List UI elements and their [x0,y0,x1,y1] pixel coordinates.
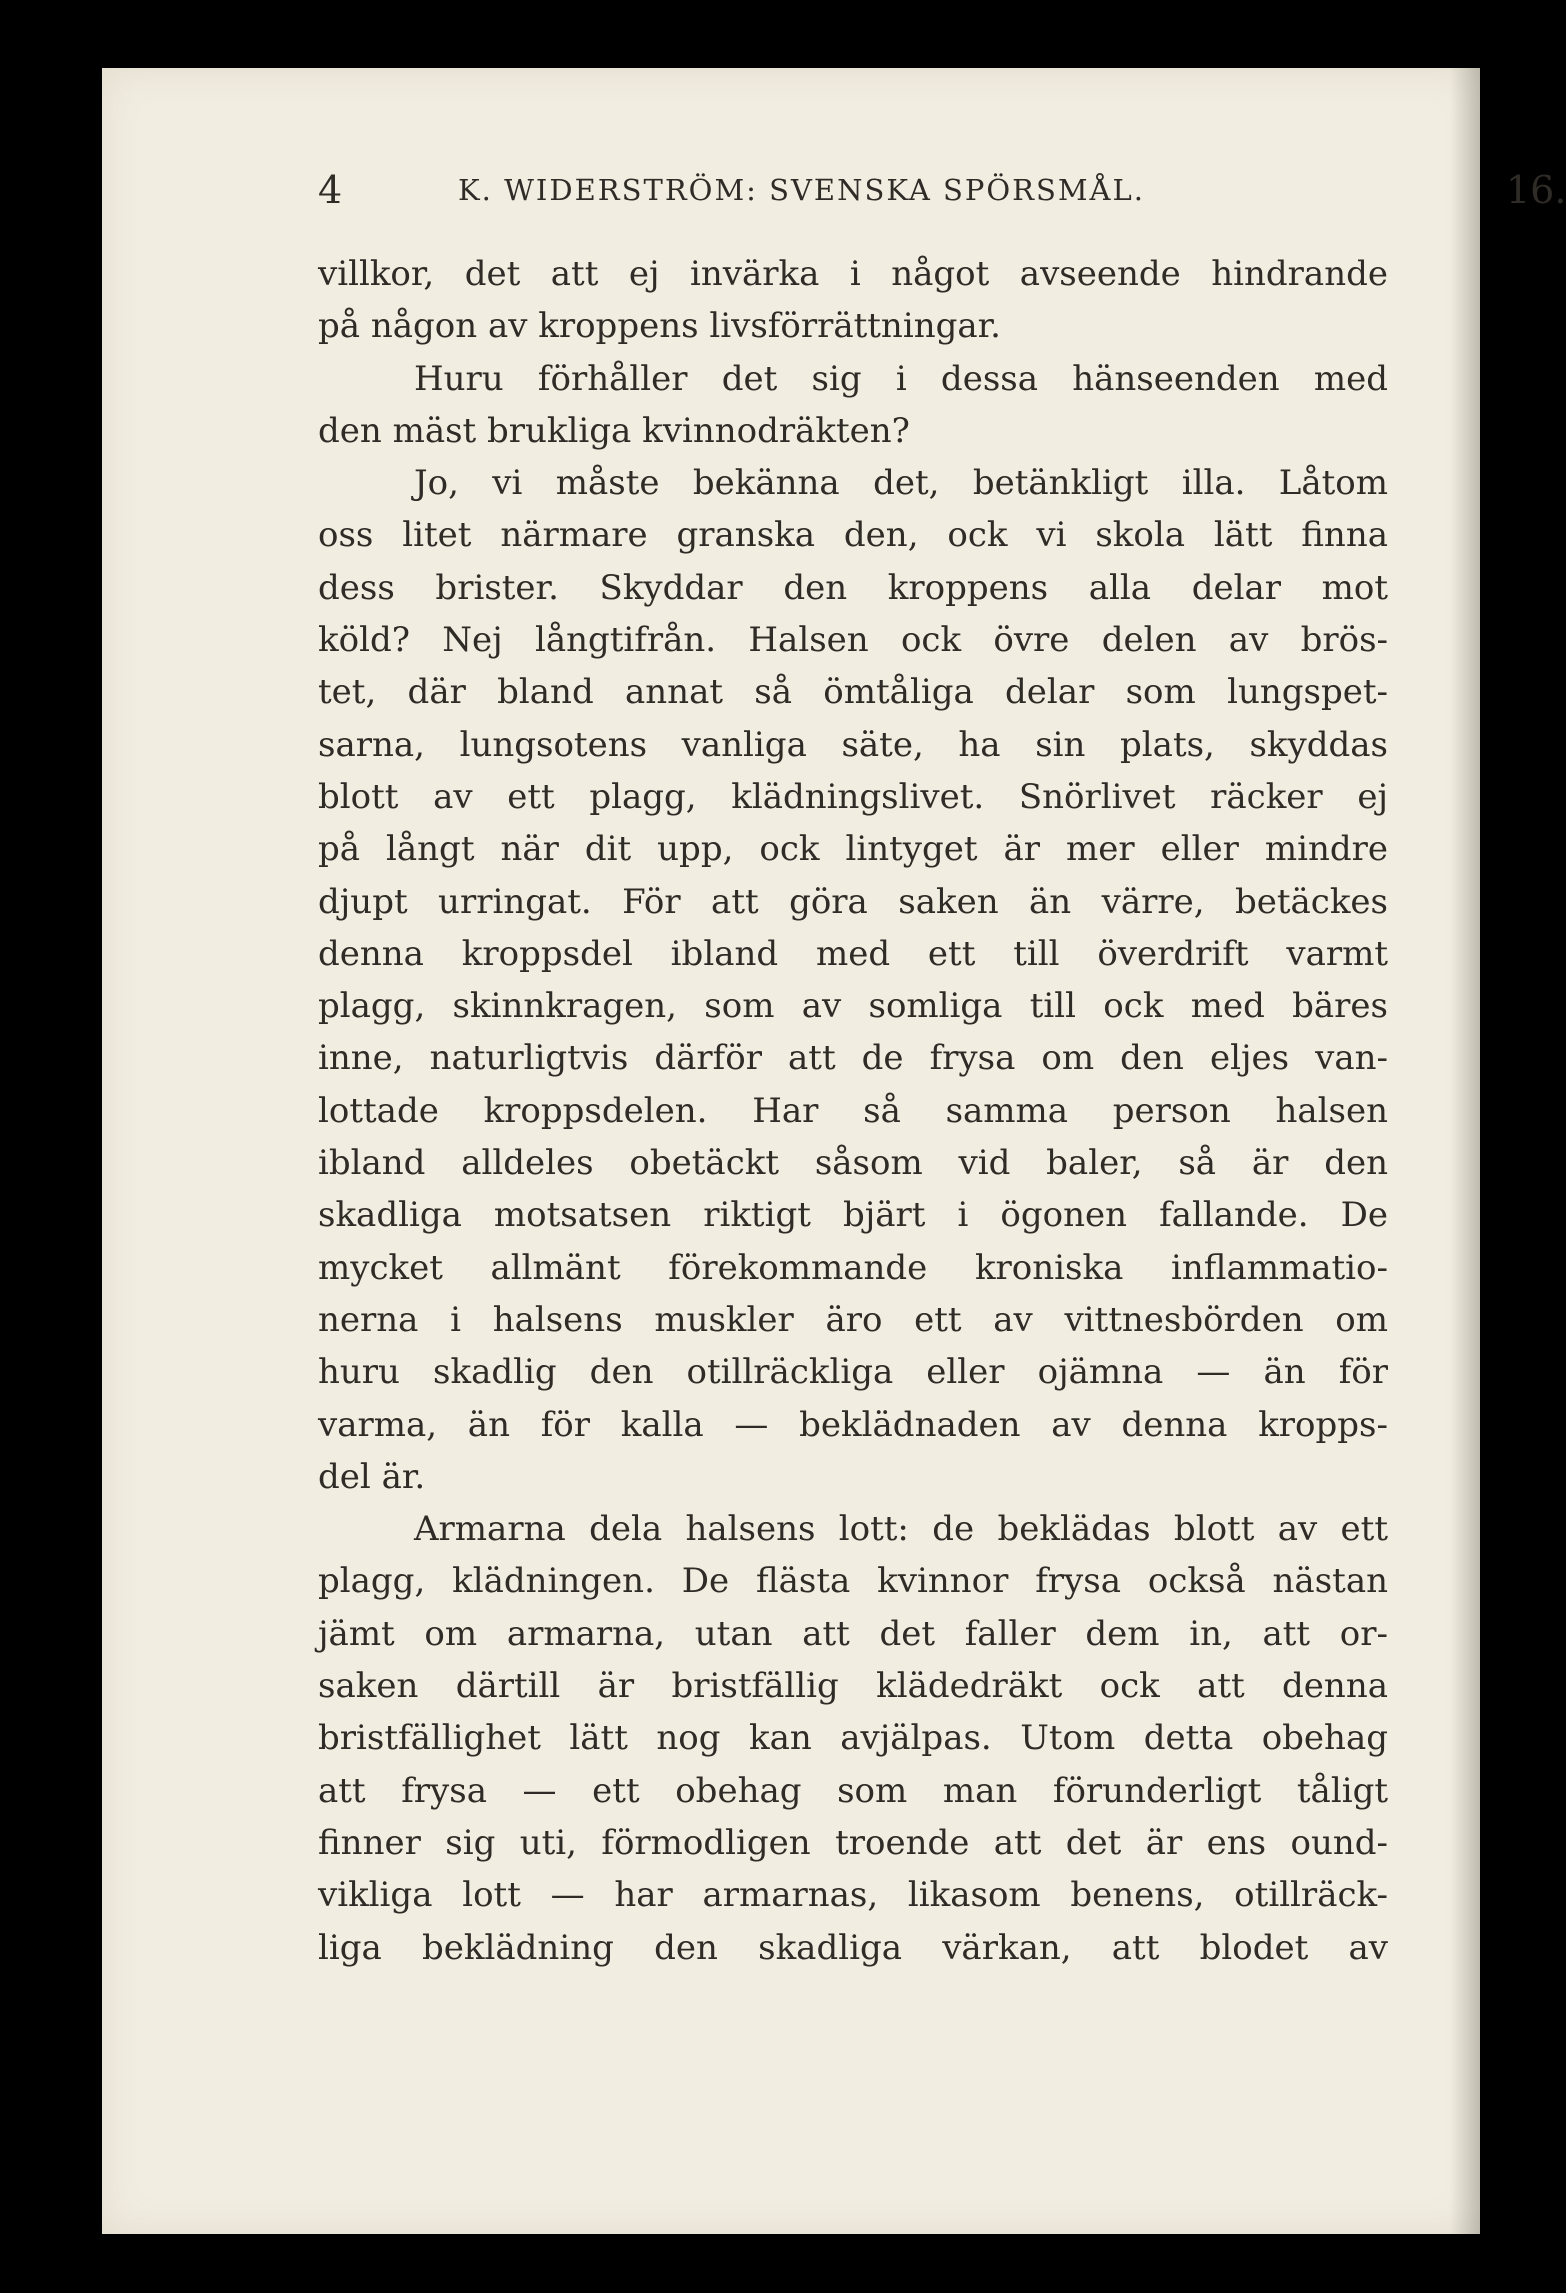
page-header [318,160,1566,220]
text-line: vikliga lott — har armarnas, likasom benens, otillräck- [318,1875,1388,1916]
text-line: sarna, lungsotens vanliga säte, ha sin plats, skyddas [318,724,1388,765]
text-line: blott av ett plagg, klädningslivet. Snörlivet räcker ej [318,776,1388,817]
text-line: liga beklädning den skadliga värkan, att blodet av [318,1927,1388,1968]
page-number: 4 [318,168,343,212]
text-line: Huru förhåller det sig i dessa hänseenden med [414,358,1388,399]
text-line: djupt urringat. För att göra saken än värre, betäckes [318,881,1388,922]
text-line: ibland alldeles obetäckt såsom vid baler, så är den [318,1143,1388,1184]
text-line: denna kroppsdel ibland med ett till överdrift varmt [318,933,1388,974]
text-line: mycket allmänt förekommande kroniska inflammatio- [318,1247,1388,1288]
text-line: oss litet närmare granska den, ock vi skola lätt finna [318,515,1388,556]
text-line: köld? Nej långtifrån. Halsen ock övre delen av brös- [318,620,1388,661]
text-line: dess brister. Skyddar den kroppens alla delar mot [318,567,1388,608]
paragraph-3 [318,457,1388,1503]
text-line: att frysa — ett obehag som man förunderligt tåligt [318,1770,1388,1811]
text-line: skadliga motsatsen riktigt bjärt i ögonen fallande. De [318,1195,1388,1236]
text-line: bristfällighet lätt nog kan avjälpas. Utom detta obehag [318,1718,1388,1759]
text-line: huru skadlig den otillräckliga eller ojämna — än för [318,1352,1388,1393]
paragraph-2 [318,353,1388,458]
text-line: på någon av kroppens livsförrättningar. [318,306,1001,347]
paragraph-4 [318,1503,1388,1974]
issue-number: 16. [1506,168,1566,212]
text-line: Armarna dela halsens lott: de beklädas blott av ett [414,1509,1388,1550]
text-line: tet, där bland annat så ömtåliga delar som lungspet- [318,672,1388,713]
text-line: varma, än för kalla — beklädnaden av denna kropps- [318,1404,1388,1445]
text-line: nerna i halsens muskler äro ett av vittnesbörden om [318,1299,1388,1340]
text-line: den mäst brukliga kvinnodräkten? [318,410,910,451]
body-text [318,248,1388,1974]
text-line: finner sig uti, förmodligen troende att det är ens ound- [318,1822,1388,1863]
text-line: på långt när dit upp, ock lintyget är mer eller mindre [318,829,1388,870]
text-line: jämt om armarna, utan att det faller dem in, att or- [318,1613,1388,1654]
running-head: K. WIDERSTRÖM: SVENSKA SPÖRSMÅL. [458,173,1145,207]
text-line: lottade kroppsdelen. Har så samma person halsen [318,1090,1388,1131]
text-line: saken därtill är bristfällig klädedräkt ock att denna [318,1666,1388,1707]
text-line: Jo, vi måste bekänna det, betänkligt illa. Låtom [414,463,1388,504]
text-line: del är. [318,1456,426,1497]
page-edge-shadow [1450,68,1480,2234]
text-line: villkor, det att ej invärka i något avseende hindrande [318,254,1388,294]
paragraph-1 [318,248,1388,353]
text-line: plagg, klädningen. De flästa kvinnor frysa också nästan [318,1561,1388,1602]
text-line: plagg, skinnkragen, som av somliga till ock med bäres [318,986,1388,1027]
text-line: inne, naturligtvis därför att de frysa om den eljes van- [318,1038,1388,1079]
